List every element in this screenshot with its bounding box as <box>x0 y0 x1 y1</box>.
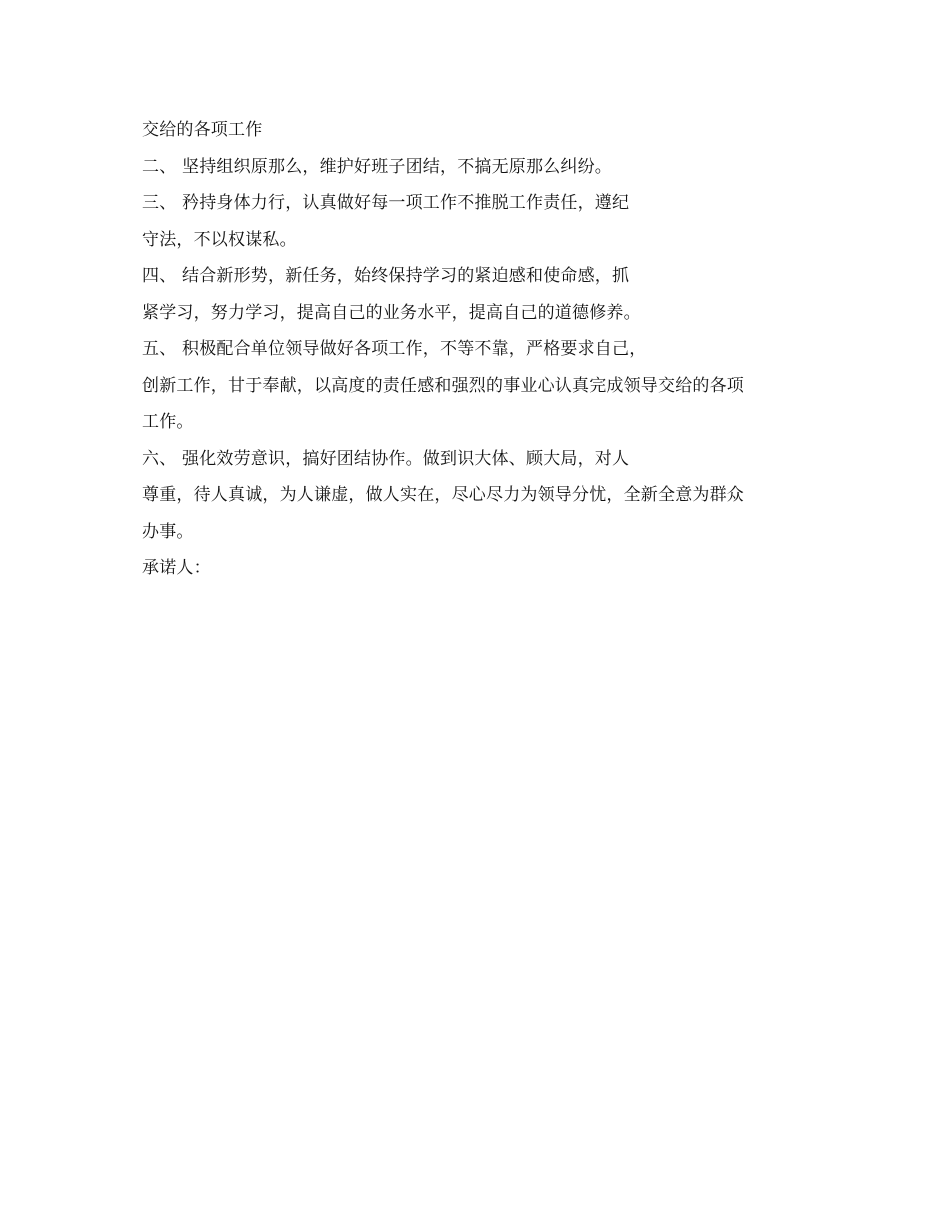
text-line: 四、 结合新形势，新任务，始终保持学习的紧迫感和使命感，抓 <box>142 266 630 286</box>
text-line: 六、 强化效劳意识，搞好团结协作。做到识大体、顾大局，对人 <box>142 448 630 469</box>
text-line: 五、 积极配合单位领导做好各项工作，不等不靠，严格要求自己， <box>142 339 647 359</box>
text-line: 二、 坚持组织原那么，维护好班子团结，不搞无原那么纠纷。 <box>142 156 613 177</box>
text-line: 工作。 <box>142 412 194 432</box>
signature-label: 承诺人： <box>142 558 211 578</box>
text-line: 守法，不以权谋私。 <box>142 229 297 250</box>
document-body <box>142 117 822 592</box>
text-line: 三、 矜持身体力行，认真做好每一项工作不推脱工作责任，遵纪 <box>142 193 630 213</box>
text-line: 创新工作，甘于奉献，以高度的责任感和强烈的事业心认真完成领导交给的各项 <box>142 375 744 396</box>
text-line: 办事。 <box>142 521 194 542</box>
text-line: 交给的各项工作 <box>142 120 263 140</box>
text-line: 紧学习，努力学习，提高自己的业务水平，提高自己的道德修养。 <box>142 302 641 323</box>
text-line: 尊重，待人真诚，为人谦虚，做人实在，尽心尽力为领导分忧，全新全意为群众 <box>142 485 744 505</box>
